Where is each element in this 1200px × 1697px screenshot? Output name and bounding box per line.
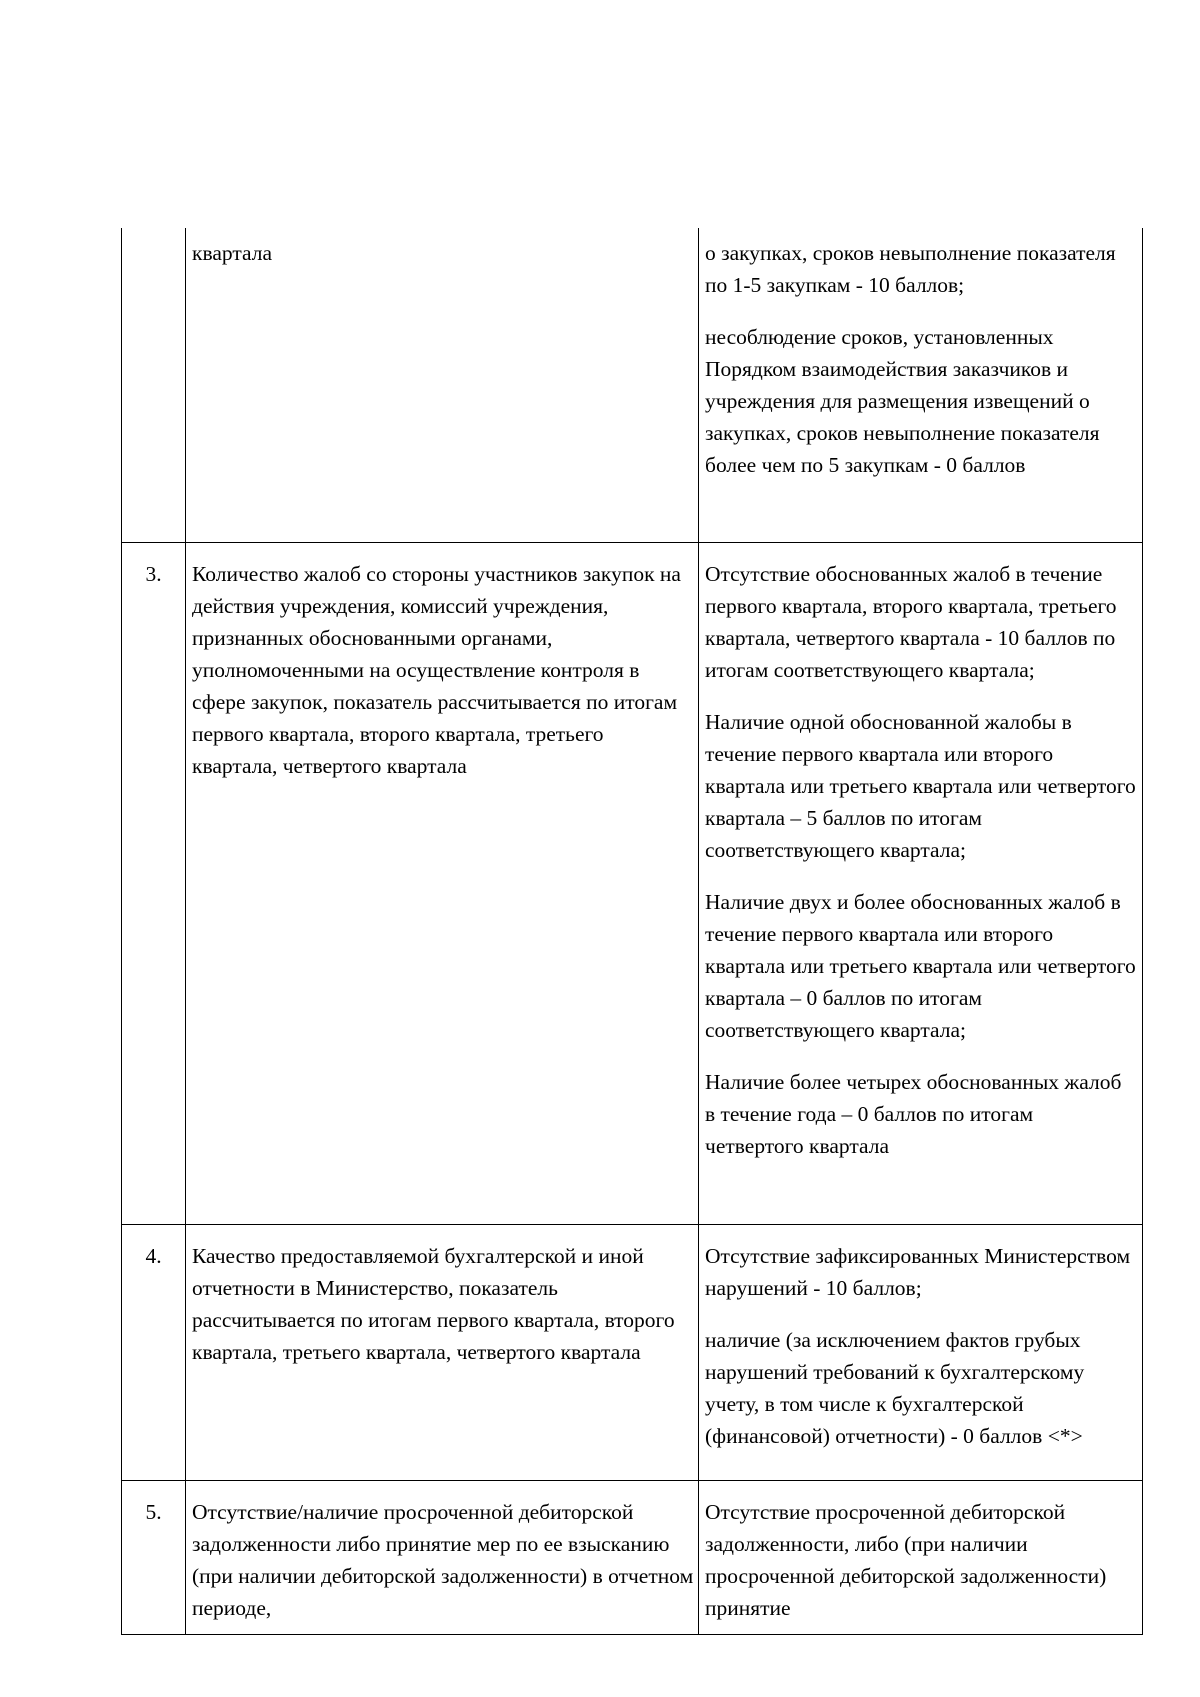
- row-number-cell: [122, 543, 186, 1225]
- criteria-cell: [699, 543, 1143, 1225]
- indicator-cell: [186, 1225, 699, 1481]
- indicator-text: Количество жалоб со стороны участников закупок на действия учреждения, комиссий учреждения, признанных обоснованными органами, уполномоченными на осуществление контроля в сфере закупок, показатель рассчитывается по итогам первого квартала, второго квартала, третьего квартала, четвертого квартала: [192, 562, 681, 778]
- row-number: 3.: [145, 562, 162, 586]
- criteria-paragraph: Отсутствие просроченной дебиторской задолженности, либо (при наличии просроченной дебиторской задолженности) принятие: [705, 1500, 1107, 1620]
- criteria-cell: [699, 1481, 1143, 1635]
- table-row: [122, 228, 1143, 543]
- criteria-paragraph: Отсутствие зафиксированных Министерством нарушений - 10 баллов;: [705, 1244, 1131, 1300]
- indicator-text: квартала: [192, 241, 272, 265]
- criteria-cell: [699, 228, 1143, 543]
- row-number: 4.: [145, 1244, 162, 1268]
- criteria-paragraph: Наличие двух и более обоснованных жалоб в течение первого квартала или второго квартала или третьего квартала или четвертого квартала – 0 баллов по итогам соответствующего квартала;: [705, 890, 1136, 1042]
- criteria-table: [121, 228, 1143, 1635]
- criteria-paragraph: о закупках, сроков невыполнение показателя по 1-5 закупкам - 10 баллов;: [705, 241, 1116, 297]
- table-row: [122, 1225, 1143, 1481]
- table-row: [122, 1481, 1143, 1635]
- row-number: 5.: [145, 1500, 162, 1524]
- criteria-paragraph: наличие (за исключением фактов грубых нарушений требований к бухгалтерскому учету, в том числе к бухгалтерской (финансовой) отчетности) - 0 баллов <*>: [705, 1328, 1085, 1448]
- criteria-paragraph: Отсутствие обоснованных жалоб в течение первого квартала, второго квартала, третьего квартала, четвертого квартала - 10 баллов по итогам соответствующего квартала;: [705, 562, 1117, 682]
- row-number-cell: [122, 1481, 186, 1635]
- criteria-paragraph: Наличие более четырех обоснованных жалоб в течение года – 0 баллов по итогам четвертого квартала: [705, 1070, 1122, 1158]
- indicator-text: Отсутствие/наличие просроченной дебиторской задолженности либо принятие мер по ее взысканию (при наличии дебиторской задолженности) в отчетном периоде,: [192, 1500, 694, 1620]
- criteria-paragraph: Наличие одной обоснованной жалобы в течение первого квартала или второго квартала или третьего квартала или четвертого квартала – 5 баллов по итогам соответствующего квартала;: [705, 710, 1136, 862]
- table-row: [122, 543, 1143, 1225]
- criteria-paragraph: несоблюдение сроков, установленных Порядком взаимодействия заказчиков и учреждения для размещения извещений о закупках, сроков невыполнение показателя более чем по 5 закупкам - 0 баллов: [705, 325, 1100, 477]
- indicator-cell: [186, 543, 699, 1225]
- row-number-cell: [122, 228, 186, 543]
- indicator-cell: [186, 1481, 699, 1635]
- criteria-cell: [699, 1225, 1143, 1481]
- indicator-cell: [186, 228, 699, 543]
- row-number-cell: [122, 1225, 186, 1481]
- indicator-text: Качество предоставляемой бухгалтерской и иной отчетности в Министерство, показатель рассчитывается по итогам первого квартала, второго квартала, третьего квартала, четвертого квартала: [192, 1244, 675, 1364]
